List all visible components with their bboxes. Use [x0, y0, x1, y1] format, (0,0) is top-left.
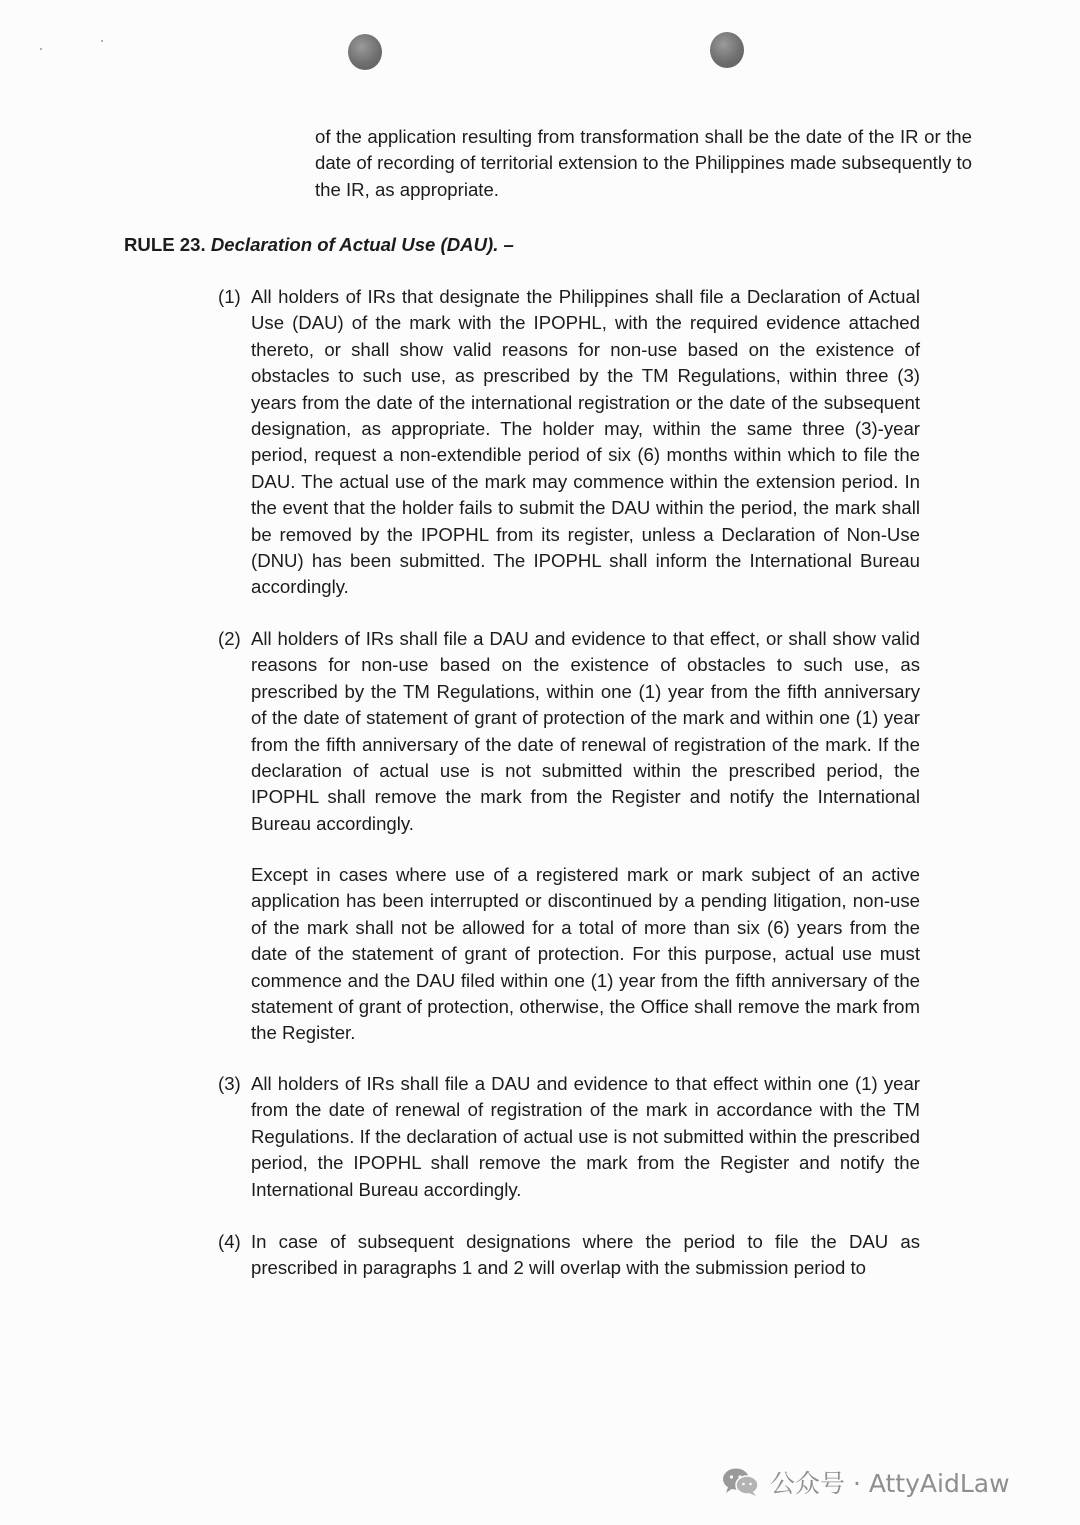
watermark-text: 公众号 · AttyAidLaw	[770, 1469, 1010, 1498]
item-text: All holders of IRs shall file a DAU and evidence to that effect within one (1) year from the date of renewal of registration of the mark in accordance with the TM Regulations. If the declaration of actual use is not submitted within the prescribed period, the IPOPHL shall remove the mark from the Register and notify the International Bureau accordingly.	[251, 1073, 920, 1200]
punch-hole-left	[348, 34, 382, 70]
item-text: All holders of IRs shall file a DAU and evidence to that effect, or shall show valid reasons for non-use based on the existence of obstacles to such use, as prescribed by the TM Regulations, within one (1) year from the fifth anniversary of the date of statement of grant of protection of the mark and within one (1) year from the fifth anniversary of the date of renewal of registration of the mark. If the declaration of actual use is not submitted within the prescribed period, the IPOPHL shall remove the mark from the Register and notify the International Bureau accordingly.	[251, 628, 920, 834]
item-number: (3)	[218, 1073, 241, 1094]
rule-title-dash: –	[498, 234, 514, 255]
item-number: (1)	[218, 286, 241, 307]
list-item	[218, 1071, 920, 1203]
item-number: (2)	[218, 628, 241, 649]
item-text: In case of subsequent designations where the period to file the DAU as prescribed in paragraphs 1 and 2 will overlap with the submission period to	[251, 1231, 920, 1279]
item-sub-paragraph: Except in cases where use of a registered mark or mark subject of an active application has been interrupted or discontinued by a pending litigation, non-use of the mark shall not be allowed for a total of more than six (6) years from the date of the statement of grant of protection. For this purpose, actual use must commence and the DAU filed within one (1) year from the fifth anniversary of the statement of grant of protection, otherwise, the Office shall remove the mark from the Register.	[251, 864, 920, 1044]
rule-title	[211, 234, 514, 255]
continuation-paragraph: of the application resulting from transformation shall be the date of the IR or the date of recording of territorial extension to the Philippines made subsequently to the IR, as appropriate.	[315, 126, 972, 200]
list-item	[218, 1229, 920, 1282]
rule-title-text: Declaration of Actual Use (DAU).	[210, 234, 499, 255]
item-number: (4)	[218, 1231, 241, 1252]
rule-heading	[124, 232, 514, 258]
punch-hole-right	[710, 32, 744, 68]
item-text: All holders of IRs that designate the Philippines shall file a Declaration of Actual Use (DAU) of the mark with the IPOPHL, with the required evidence attached thereto, or shall show valid reasons for non-use based on the existence of obstacles to such use, as prescribed by the TM Regulations, within three (3) years from the date of the international registration or the date of the subsequent designation, as appropriate. The holder may, within the same three (3)-year period, request a non-extendible period of six (6) months within which to file the DAU. The actual use of the mark may commence within the extension period. In the event that the holder fails to submit the DAU within the period, the mark shall be removed by the IPOPHL from its register, unless a Declaration of Non-Use (DNU) has been submitted. The IPOPHL shall inform the International Bureau accordingly.	[251, 286, 920, 598]
scan-speck	[101, 40, 103, 42]
rule-number: RULE 23.	[124, 234, 206, 255]
scan-speck	[40, 48, 42, 50]
list-item	[218, 284, 920, 601]
list-item	[218, 626, 920, 837]
wechat-icon	[722, 1467, 760, 1497]
watermark	[722, 1462, 1010, 1502]
